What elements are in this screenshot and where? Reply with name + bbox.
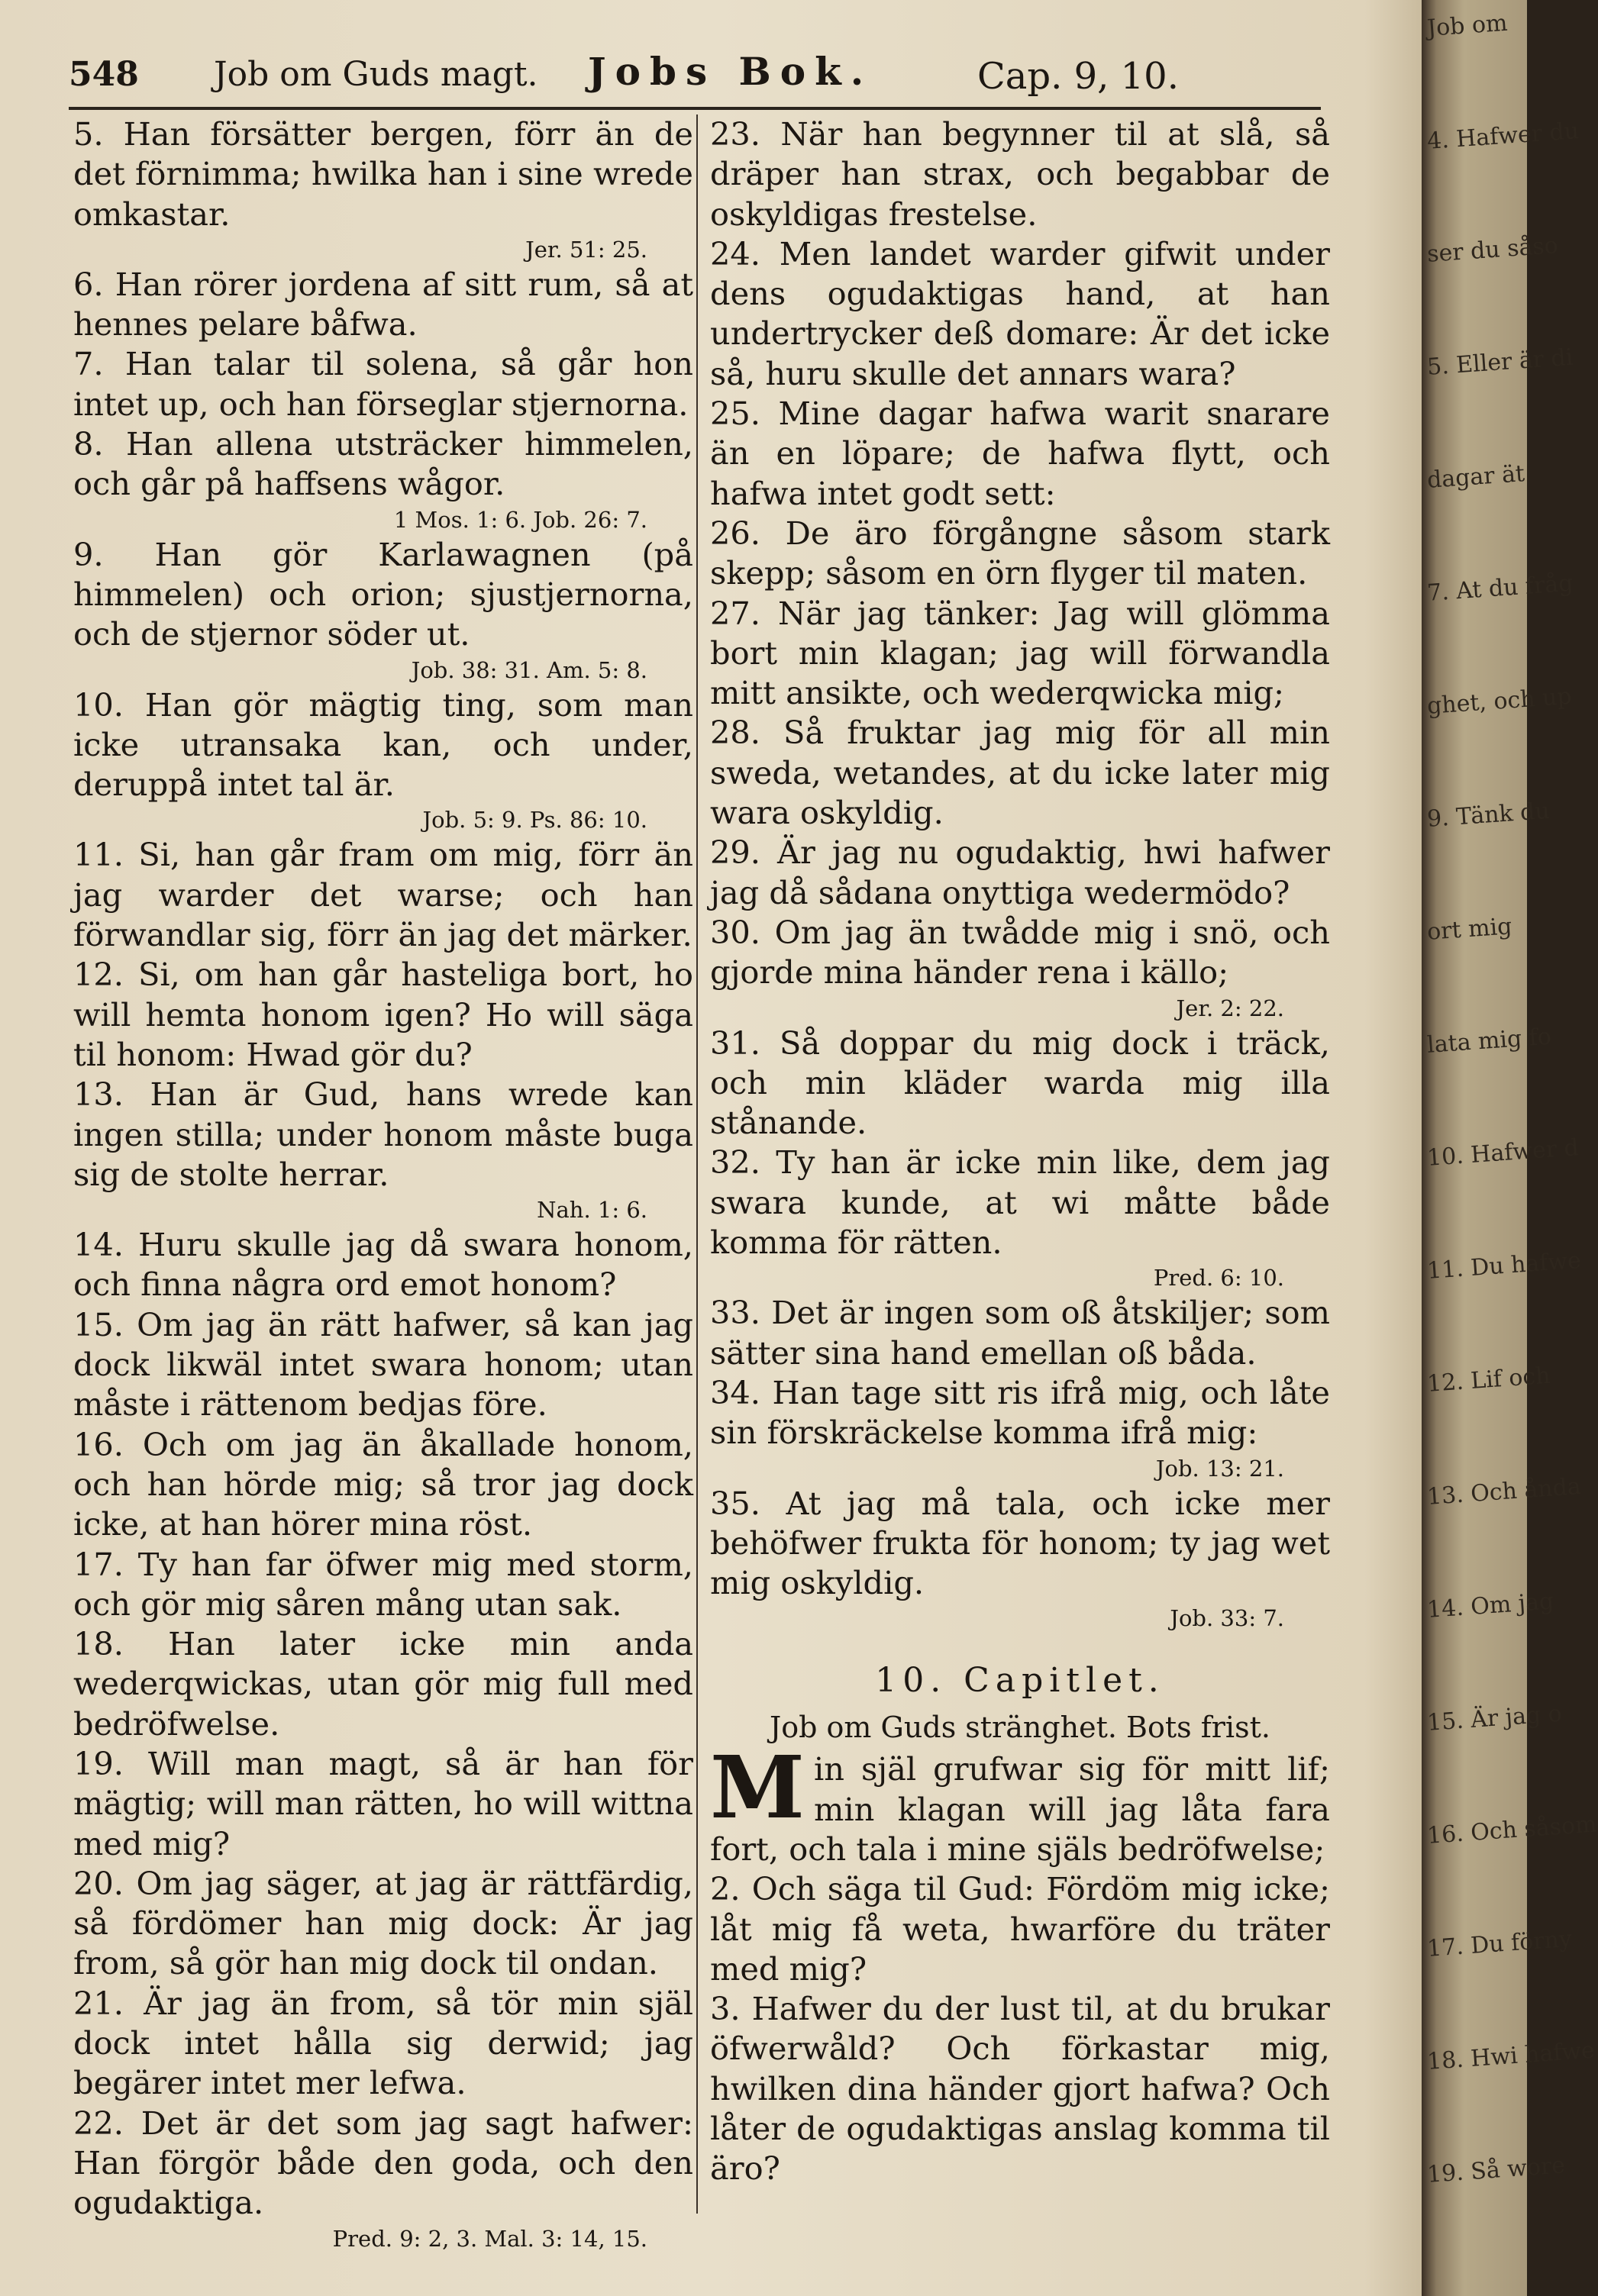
verse: 27. När jag tänker: Jag will glömma bort min klagan; jag will förwandla mitt ansikte, och wederqwicka mig; xyxy=(710,594,1330,712)
cross-reference: Job. 38: 31. Am. 5: 8. xyxy=(411,656,647,683)
next-page-fragment: 5. Eller är di xyxy=(1426,343,1574,381)
verse: 33. Det är ingen som oß åtskiljer; som sätter sina hand emellan oß båda. xyxy=(710,1294,1330,1372)
right-column xyxy=(710,114,1330,2189)
page-number: 548 xyxy=(69,55,139,94)
verse: 30. Om jag än twådde mig i snö, och gjorde mina händer rena i källo; xyxy=(710,913,1330,992)
verse: 11. Si, han går fram om mig, förr än jag warder det warse; och han förwandlar sig, förr än jag det märker. xyxy=(73,836,693,954)
cross-reference: Pred. 9: 2, 3. Mal. 3: 14, 15. xyxy=(332,2225,647,2252)
left-column xyxy=(73,114,693,2254)
chapter-summary: Job om Guds stränghet. Bots frist. xyxy=(770,1711,1270,1745)
verse: 31. Så doppar du mig dock i träck, och min kläder warda mig illa stånande. xyxy=(710,1024,1330,1142)
next-page-fragment: ghet, och up xyxy=(1426,682,1573,720)
chapter-reference: Cap. 9, 10. xyxy=(977,55,1179,98)
verse: 18. Han later icke min anda wederqwickas, utan gör mig full med bedröfwelse. xyxy=(73,1625,693,1743)
verse: 10. Han gör mägtig ting, som man icke utransaka kan, och under, deruppå intet tal är. xyxy=(73,685,693,804)
next-page-fragment: 19. Så wore xyxy=(1426,2152,1567,2188)
running-title: Job om Guds magt. xyxy=(214,55,538,94)
verse: 28. Så fruktar jag mig för all min sweda, wetandes, at du icke later mig wara oskyldig. xyxy=(710,714,1330,832)
cross-reference: Pred. 6: 10. xyxy=(1153,1265,1284,1292)
chapter-title: 10. Capitlet. xyxy=(875,1661,1165,1701)
next-page-fragment: 10. Hafwer d xyxy=(1426,1134,1580,1172)
next-page-fragment: 7. At du fråg xyxy=(1426,569,1574,607)
verse: 23. När han begynner til at slå, så dräper han strax, och begabbar de oskyldigas frestelse. xyxy=(710,115,1330,233)
verse: 20. Om jag säger, at jag är rättfärdig, så fördömer han mig dock: Är jag from, så gör han mig dock til ondan. xyxy=(73,1864,693,1982)
page-header xyxy=(69,44,1321,105)
verse: 29. Är jag nu ogudaktig, hwi hafwer jag då sådana onyttiga wedermödo? xyxy=(710,834,1330,911)
cross-reference: Job. 33: 7. xyxy=(1170,1605,1284,1632)
verse: 3. Hafwer du der lust til, at du brukar öfwerwåld? Och förkastar mig, hwilken dina händer gjort hafwa? Och låter de ogudaktigas anslag komma til äro? xyxy=(710,1990,1330,2188)
verse: 5. Han försätter bergen, förr än de det förnimma; hwilka han i sine wrede omkastar. xyxy=(73,115,693,233)
verse: 25. Mine dagar hafwa warit snarare än en löpare; de hafwa flytt, och hafwa intet godt sett: xyxy=(710,395,1330,512)
verse: 19. Will man magt, så är han för mägtig; will man rätten, ho will wittna med mig? xyxy=(73,1744,693,1862)
next-page-fragment: 18. Hwi hafwe xyxy=(1426,2036,1596,2075)
verse: 22. Det är det som jag sagt hafwer: Han förgör både den goda, och den ogudaktiga. xyxy=(73,2104,693,2222)
next-page-fragment: 4. Hafwer du xyxy=(1426,118,1580,155)
verse: 24. Men landet warder gifwit under dens ogudaktigas hand, at han undertrycker deß domare: Är det icke så, huru skulle det annars wara? xyxy=(710,234,1330,392)
next-page-fragment: 15. Är jag o xyxy=(1426,1700,1563,1737)
next-page-fragment: 9. Tänk du xyxy=(1426,797,1551,833)
next-page-fragment: 16. Och såsom xyxy=(1426,1811,1598,1849)
verse: 16. Och om jag än åkallade honom, och han hörde mig; så tror jag dock icke, at han hörer mina röst. xyxy=(73,1425,693,1543)
next-page-fragment: 12. Lif och xyxy=(1426,1362,1551,1398)
verse: 2. Och säga til Gud: Fördöm mig icke; låt mig få weta, hwarföre du träter med mig? xyxy=(710,1870,1330,1988)
verse: 34. Han tage sitt ris ifrå mig, och låte sin förskräckelse komma ifrå mig: xyxy=(710,1373,1330,1452)
verse: 21. Är jag än from, så tör min själ dock intet hålla sig derwid; jag begärer intet mer lefwa. xyxy=(73,1984,693,2102)
verse: 35. At jag må tala, och icke mer behöfwer frukta för honom; ty jag wet mig oskyldig. xyxy=(710,1484,1330,1602)
next-page-edge xyxy=(1422,0,1598,2296)
verse: 13. Han är Gud, hans wrede kan ingen stilla; under honom måste buga sig de stolte herrar. xyxy=(73,1075,693,1193)
first-verse-text: in själ grufwar sig för mitt lif; min klagan will jag låta fara fort, och tala i mine själs bedröfwelse; xyxy=(710,1750,1330,1868)
next-page-fragment: 17. Du förny xyxy=(1426,1925,1573,1962)
verse: 12. Si, om han går hasteliga bort, ho will hemta honom igen? Ho will säga til honom: Hwad gör du? xyxy=(73,956,693,1073)
verse: 8. Han allena utsträcker himmelen, och går på haffsens wågor. xyxy=(73,425,693,503)
next-page-fragment: 13. Och ånda xyxy=(1426,1472,1582,1511)
next-page-fragment: lata mig fo xyxy=(1426,1023,1552,1059)
verse: 15. Om jag än rätt hafwer, så kan jag dock likwäl intet swara honom; utan måste i rättenom bedjas före. xyxy=(73,1305,693,1424)
cross-reference: Job. 13: 21. xyxy=(1155,1455,1284,1482)
next-page-fragment: ser du såso xyxy=(1426,232,1559,268)
cross-reference: Nah. 1: 6. xyxy=(537,1197,647,1224)
cross-reference: Jer. 2: 22. xyxy=(1176,995,1284,1021)
cross-reference: 1 Mos. 1: 6. Job. 26: 7. xyxy=(393,506,647,533)
column-divider xyxy=(696,114,698,2214)
verse: 9. Han gör Karlawagnen (på himmelen) och orion; sjustjernorna, och de stjernor söder ut. xyxy=(73,535,693,653)
header-rule xyxy=(69,107,1321,110)
next-page-fragment: ort mig xyxy=(1426,913,1513,946)
verse: 6. Han rörer jordena af sitt rum, så at hennes pelare båfwa. xyxy=(73,265,693,343)
chapter-first-verse xyxy=(710,1738,1330,1869)
verse: 26. De äro förgångne såsom stark skepp; såsom en örn flyger til maten. xyxy=(710,514,1330,592)
cross-reference: Job. 5: 9. Ps. 86: 10. xyxy=(422,807,647,834)
verse: 17. Ty han far öfwer mig med storm, och gör mig såren mång utan sak. xyxy=(73,1545,693,1623)
next-page-fragment: dagar ät xyxy=(1426,460,1526,494)
next-page-fragment: 11. Du hafwe xyxy=(1426,1246,1582,1285)
drop-cap: M xyxy=(710,1738,805,1839)
cross-reference: Jer. 51: 25. xyxy=(525,236,647,263)
verse: 14. Huru skulle jag då swara honom, och finna några ord emot honom? xyxy=(73,1226,693,1304)
verse: 7. Han talar til solena, så går hon intet up, och han förseglar stjernorna. xyxy=(73,345,693,423)
verse: 32. Ty han är icke min like, dem jag swara kunde, at wi måtte både komma för rätten. xyxy=(710,1143,1330,1262)
book-title: Jobs Bok. xyxy=(588,49,873,94)
next-page-fragment: Job om xyxy=(1426,9,1509,42)
next-page-fragment: 14. Om jag xyxy=(1426,1588,1555,1624)
